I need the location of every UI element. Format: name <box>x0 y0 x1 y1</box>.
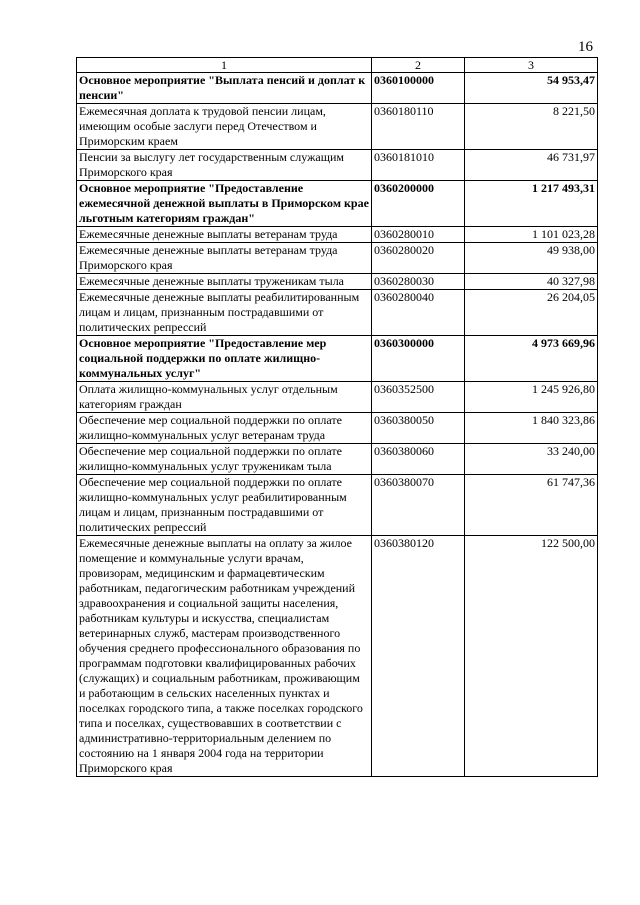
row-amount-cell: 26 204,05 <box>465 290 598 336</box>
row-code-cell: 0360180110 <box>372 104 465 150</box>
table-row <box>77 413 598 444</box>
table-row <box>77 150 598 181</box>
row-code-cell: 0360280030 <box>372 274 465 290</box>
row-name-cell: Обеспечение мер социальной поддержки по оплате жилищно-коммунальных услуг реабилитированным лицам и лицам, признанным пострадавшими от политических репрессий <box>77 475 372 536</box>
row-name-cell: Обеспечение мер социальной поддержки по оплате жилищно-коммунальных услуг труженикам тыла <box>77 444 372 475</box>
row-name-cell: Ежемесячные денежные выплаты ветеранам труда <box>77 227 372 243</box>
header-col-2: 2 <box>372 58 465 73</box>
row-name-cell: Ежемесячные денежные выплаты труженикам тыла <box>77 274 372 290</box>
table-row <box>77 382 598 413</box>
table-row <box>77 274 598 290</box>
page-number: 16 <box>578 39 593 55</box>
header-col-1: 1 <box>77 58 372 73</box>
row-amount-cell: 122 500,00 <box>465 536 598 777</box>
table-header-row <box>77 58 598 73</box>
row-amount-cell: 61 747,36 <box>465 475 598 536</box>
row-name-cell: Ежемесячные денежные выплаты реабилитированным лицам и лицам, признанным пострадавшими от политических репрессий <box>77 290 372 336</box>
row-amount-cell: 1 245 926,80 <box>465 382 598 413</box>
budget-table <box>76 57 598 777</box>
table-row <box>77 536 598 777</box>
table-row <box>77 475 598 536</box>
row-code-cell: 0360200000 <box>372 181 465 227</box>
row-code-cell: 0360380070 <box>372 475 465 536</box>
header-col-3: 3 <box>465 58 598 73</box>
row-name-cell: Ежемесячные денежные выплаты ветеранам труда Приморского края <box>77 243 372 274</box>
row-amount-cell: 54 953,47 <box>465 73 598 104</box>
row-amount-cell: 1 101 023,28 <box>465 227 598 243</box>
table-row <box>77 444 598 475</box>
row-name-cell: Ежемесячная доплата к трудовой пенсии лицам, имеющим особые заслуги перед Отечеством и Приморским краем <box>77 104 372 150</box>
row-amount-cell: 1 840 323,86 <box>465 413 598 444</box>
table-row <box>77 73 598 104</box>
row-amount-cell: 4 973 669,96 <box>465 336 598 382</box>
table-row <box>77 104 598 150</box>
table-row <box>77 290 598 336</box>
table-row <box>77 243 598 274</box>
row-name-cell: Основное мероприятие "Предоставление мер социальной поддержки по оплате жилищно-коммунальных услуг" <box>77 336 372 382</box>
row-name-cell: Основное мероприятие "Предоставление ежемесячной денежной выплаты в Приморском крае льготным категориям граждан" <box>77 181 372 227</box>
row-amount-cell: 40 327,98 <box>465 274 598 290</box>
table-row <box>77 227 598 243</box>
row-code-cell: 0360280040 <box>372 290 465 336</box>
row-code-cell: 0360380120 <box>372 536 465 777</box>
row-code-cell: 0360380050 <box>372 413 465 444</box>
table-row <box>77 181 598 227</box>
row-amount-cell: 49 938,00 <box>465 243 598 274</box>
row-amount-cell: 8 221,50 <box>465 104 598 150</box>
row-name-cell: Ежемесячные денежные выплаты на оплату за жилое помещение и коммунальные услуги врачам, провизорам, медицинским и фармацевтическим работникам, педагогическим работникам учреждений здравоохранения и социальной защиты населения, работникам культуры и искусства, специалистам ветеринарных служб, мастерам производственного обучения среднего профессионального образования по программам подготовки квалифицированных рабочих (служащих) и социальным работникам, проживающим и работающим в сельских населенных пунктах и поселках городского типа, а также поселках городского типа и поселках, существовавших в соответствии с административно-территориальным делением по состоянию на 1 января 2004 года на территории Приморского края <box>77 536 372 777</box>
row-amount-cell: 46 731,97 <box>465 150 598 181</box>
table-row <box>77 336 598 382</box>
row-name-cell: Обеспечение мер социальной поддержки по оплате жилищно-коммунальных услуг ветеранам труда <box>77 413 372 444</box>
row-name-cell: Пенсии за выслугу лет государственным служащим Приморского края <box>77 150 372 181</box>
row-code-cell: 0360352500 <box>372 382 465 413</box>
row-code-cell: 0360280010 <box>372 227 465 243</box>
row-name-cell: Оплата жилищно-коммунальных услуг отдельным категориям граждан <box>77 382 372 413</box>
row-amount-cell: 33 240,00 <box>465 444 598 475</box>
row-code-cell: 0360380060 <box>372 444 465 475</box>
row-code-cell: 0360280020 <box>372 243 465 274</box>
row-amount-cell: 1 217 493,31 <box>465 181 598 227</box>
row-code-cell: 0360100000 <box>372 73 465 104</box>
row-name-cell: Основное мероприятие "Выплата пенсий и доплат к пенсии" <box>77 73 372 104</box>
row-code-cell: 0360181010 <box>372 150 465 181</box>
row-code-cell: 0360300000 <box>372 336 465 382</box>
